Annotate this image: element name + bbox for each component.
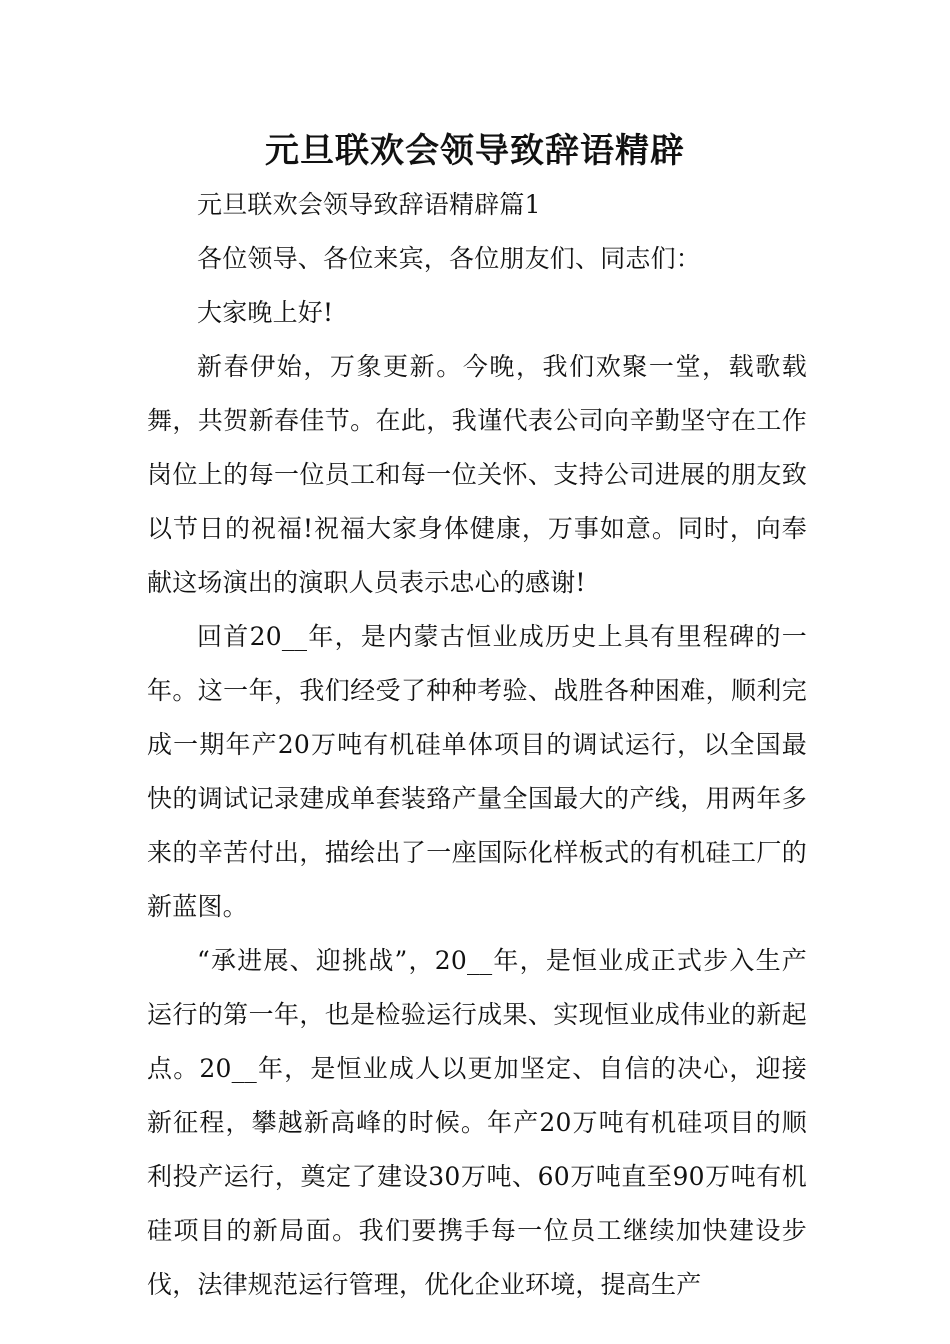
paragraph: 新春伊始，万象更新。今晚，我们欢聚一堂，载歌载舞，共贺新春佳节。在此，我谨代表公司向辛勤坚守在工作岗位上的每一位员工和每一位关怀、支持公司进展的朋友致以节日的祝福!祝福大家身体健康，万事如意。同时，向奉献这场演出的演职人员表示忠心的感谢!	[147, 352, 807, 597]
paragraph: 回首20__年，是内蒙古恒业成历史上具有里程碑的一年。这一年，我们经受了种种考验、战胜各种困难，顺利完成一期年产20万吨有机硅单体项目的调试运行，以全国最快的调试记录建成单套装臵产量全国最大的产线，用两年多来的辛苦付出，描绘出了一座国际化样板式的有机硅工厂的新蓝图。	[147, 622, 807, 921]
paragraph-salutation: 各位领导、各位来宾，各位朋友们、同志们：	[197, 244, 702, 273]
paragraph-greeting: 大家晚上好!	[197, 298, 334, 327]
document-body	[147, 178, 807, 1312]
paragraph: “承进展、迎挑战”，20__年，是恒业成正式步入生产运行的第一年，也是检验运行成果、实现恒业成伟业的新起点。20__年，是恒业成人以更加坚定、自信的决心，迎接新征程，攀越新高峰的时候。年产20万吨有机硅项目的顺利投产运行，奠定了建设30万吨、60万吨直至90万吨有机硅项目的新局面。我们要携手每一位员工继续加快建设步伐，法律规范运行管理，优化企业环境，提高生产	[147, 946, 807, 1299]
document-title: 元旦联欢会领导致辞语精辟	[265, 131, 685, 171]
paragraph-subtitle: 元旦联欢会领导致辞语精辟篇1	[197, 190, 541, 219]
